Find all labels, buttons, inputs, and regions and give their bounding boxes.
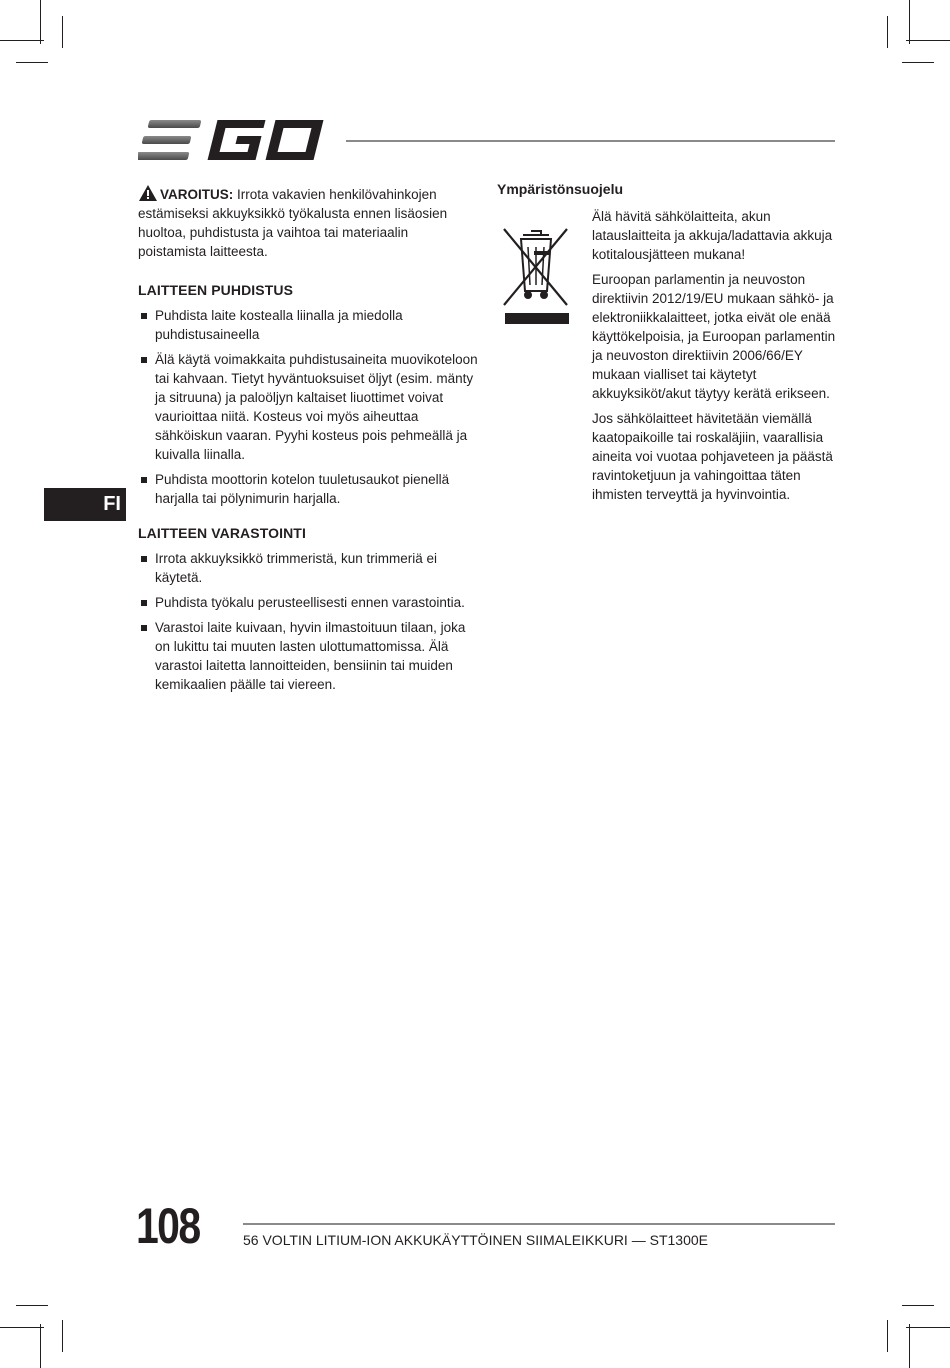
list-item — [138, 350, 478, 464]
list-item-text: Älä käytä voimakkaita puhdistusaineita muovikoteloon tai kahvaan. Tietyt hyväntuoksuiset öljyt (esim. mänty ja sitruuna) ja paloöljyn kaltaiset liuottimet voivat vaurioittaa niitä. Kosteus voi myös aiheuttaa sähköiskun vaaran. Pyyhi kosteus pois pehmeällä ja kuivalla liinalla. — [155, 352, 478, 462]
language-tab: FI — [44, 488, 126, 521]
environment-text — [592, 207, 837, 504]
bullet-icon — [141, 357, 147, 363]
list-item — [138, 306, 478, 344]
crop-mark — [40, 1324, 41, 1368]
footer-rule — [243, 1223, 835, 1225]
bullet-icon — [141, 625, 147, 631]
bullet-icon — [141, 313, 147, 319]
list-item — [138, 593, 478, 612]
left-column — [138, 184, 478, 700]
list-item-text: Puhdista moottorin kotelon tuuletusaukot pienellä harjalla tai pölynimurin harjalla. — [155, 472, 450, 506]
right-column — [497, 180, 837, 510]
environment-heading: Ympäristönsuojelu — [497, 181, 624, 197]
crop-mark — [902, 1305, 934, 1306]
list-item-text: Puhdista työkalu perusteellisesti ennen varastointia. — [155, 595, 465, 610]
bullet-icon — [141, 477, 147, 483]
storage-list — [138, 549, 478, 694]
ego-logo — [138, 118, 328, 162]
list-item-text: Puhdista laite kostealla liinalla ja miedolla puhdistusaineella — [155, 308, 403, 342]
page-number: 108 — [136, 1198, 200, 1254]
crop-mark — [909, 0, 910, 44]
list-item — [138, 549, 478, 587]
crossed-out-wheelie-bin-icon — [501, 209, 569, 324]
crop-mark — [887, 1320, 888, 1352]
cleaning-list — [138, 306, 478, 508]
warning-text: Irrota vakavien henkilövahinkojen estämiseksi akkuyksikkö työkalusta ennen lisäosien huoltoa, puhdistusta ja vaihtoa tai materiaalin poistamista laitteesta. — [138, 187, 448, 259]
crop-mark — [16, 62, 48, 63]
crop-mark — [902, 62, 934, 63]
crop-mark — [40, 0, 41, 44]
warning-label: VAROITUS: — [160, 187, 234, 202]
crop-mark — [16, 1305, 48, 1306]
environment-paragraph: Jos sähkölaitteet hävitetään viemällä kaatopaikoille tai roskaläjiin, vaarallisia aineita voi vuotaa pohjaveteen ja päästä ravintoketjuun ja vahingoittaa täten ihmisten terveyttä ja hyvinvointia. — [592, 411, 833, 502]
list-item-text: Irrota akkuyksikkö trimmeristä, kun trimmeriä ei käytetä. — [155, 551, 438, 585]
storage-heading: LAITTEEN VARASTOINTI — [138, 525, 306, 541]
bullet-icon — [141, 600, 147, 606]
crop-mark — [909, 1324, 910, 1368]
warning-block — [138, 184, 478, 261]
environment-paragraph: Älä hävitä sähkölaitteita, akun latauslaitteita ja akkuja/ladattavia akkuja kotitalousjätteen mukana! — [592, 209, 833, 262]
header-rule — [346, 140, 835, 142]
environment-paragraph: Euroopan parlamentin ja neuvoston direktiivin 2012/19/EU mukaan sähkö- ja elektroniikkalaitteet, jotka eivät ole enää käyttökelpoisia, ja Euroopan parlamentin ja neuvoston direktiivin 2006/66/EY mukaan vialliset tai käytetyt akkuyksiköt/akut täytyy kerätä erikseen. — [592, 272, 836, 401]
footer-title: 56 VOLTIN LITIUM-ION AKKUKÄYTTÖINEN SIIMALEIKKURI — ST1300E — [243, 1232, 708, 1248]
bullet-icon — [141, 556, 147, 562]
list-item — [138, 618, 478, 694]
crop-mark — [62, 1320, 63, 1352]
crop-mark — [0, 1327, 44, 1328]
crop-mark — [906, 1327, 950, 1328]
crop-mark — [906, 40, 950, 41]
warning-triangle-icon — [138, 184, 158, 202]
crop-mark — [887, 16, 888, 48]
environment-block — [497, 207, 837, 504]
list-item-text: Varastoi laite kuivaan, hyvin ilmastoituun tilaan, joka on lukittu tai muuten lasten ulottumattomissa. Älä varastoi laitetta lannoitteiden, bensiinin tai muiden kemikaalien päälle tai viereen. — [155, 620, 466, 692]
list-item — [138, 470, 478, 508]
cleaning-heading: LAITTEEN PUHDISTUS — [138, 282, 294, 298]
crop-mark — [0, 40, 44, 41]
crop-mark — [62, 16, 63, 48]
